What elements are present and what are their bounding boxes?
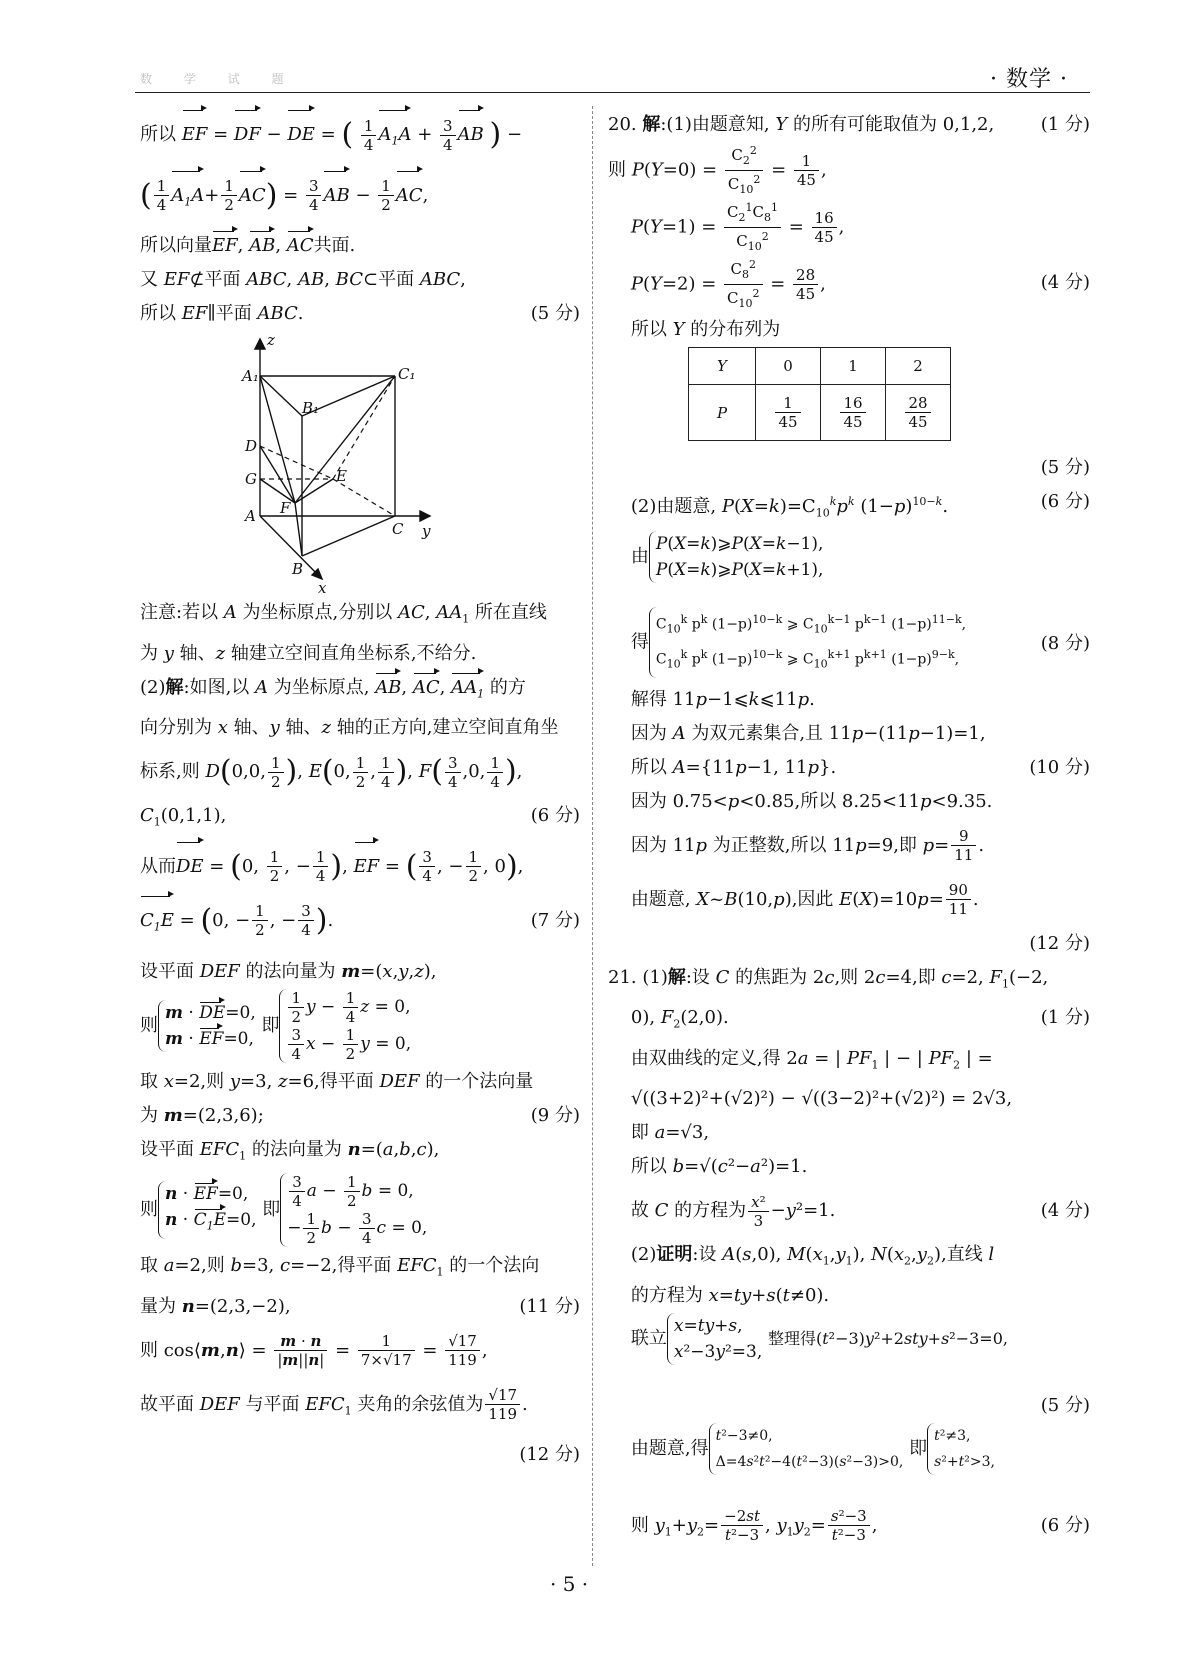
system-n: 则 n · EF=0, $n \cdot C_1E=0$, 即 $\frac{3}{4}$ a − $\frac{1}{2}$ b = 0, − $\frac{1}{2}$ b − $\frac{3}{4}$ c = 0, [140,1173,428,1248]
part2-line-13: 则 cos⟨m,n⟩ = $\frac{m \cdot n}{|m||n|}$ = $\frac{1}{7\times√17}$ = $\frac{√17}{119}$ , [140,1332,488,1370]
q20-line-7: (2)由题意, $P(X=k)=C_{10}^kp^k$ $(1-p)^{10-k}$. (6 分) [608,485,1090,531]
part2-line-15 [140,1438,580,1472]
score-q20-4: (4 分) [1040,272,1090,293]
table-cell: 0 [756,348,821,385]
label-C: C [392,520,404,539]
q20-line-3: P(Y=1) = $\frac{C_2^1C_8^1}{C_{10}^2}$ = $\frac{16}{45}$ , [630,201,845,253]
left-line-1: 所以 EF = DF − DE = ( $\frac{1}{4}$ $A_1A$ + $\frac{3}{4}$ AB ) − [140,108,580,169]
table-cell: Y [689,348,756,385]
score-q20-1: (1 分) [1040,114,1090,135]
label-E: E [336,467,347,486]
score-6: (6 分) [530,805,580,827]
q21-line-8: (2)证明:设 A(s,0), $M(x_1,y_1)$, $N(x_2,y_2)$,直线 l [608,1244,995,1268]
score-7: (7 分) [530,909,580,931]
part2-line-6: $C_1E = (0$, − $\frac{1}{2}$ , − $\frac{3}{4}$ ). (7 分) [140,894,580,955]
q20-line-6 [608,451,1090,485]
q21-line-5: 即 a=√3, [608,1122,710,1144]
left-line-5: 所以 EF∥平面 ABC. (5 分) [140,297,580,331]
q21-line-1: 21. (1)解:设 C 的焦距为 2c,则 2c=4,即 c=2, $F_1(-2$, [608,966,1049,991]
right-column [608,108,1090,1560]
label-F: F [280,499,291,518]
q20-line-5: 所以 Y 的分布列为 [608,319,781,340]
label-x: x [318,579,327,597]
q20-line-4: P(Y=2) = $\frac{C_8^2}{C_{10}^2}$ = $\frac{28}{45}$ , (4 分) [630,258,1090,310]
table-cell: $\frac{28}{45}$ [886,385,951,441]
column-divider [592,106,593,1566]
q21-line-6: 所以 b=√(c²−a²)=1. [608,1156,808,1178]
prism-diagram [240,331,470,596]
label-y: y [422,522,431,541]
distribution-table [688,347,951,441]
q20-line-1: 20. 解:(1)由题意知, Y 的所有可能取值为 0,1,2, (1 分) [608,108,1090,142]
table-row [689,348,951,385]
q21-line-10: 联立 x=ty+s, x²−3y²=3, 整理得(t²−3)y²+2sty+s²−3=0, [608,1313,1090,1389]
score-5: (5 分) [530,303,580,325]
score-q20-8: (8 分) [1040,632,1090,654]
score-11: (11 分) [519,1295,580,1317]
left-line-3: 所以向量EF, AB, AC共面. [140,229,580,263]
q20-line-16 [608,927,1090,961]
label-B: B [292,560,304,579]
q21-line-12: 由题意,得 t²−3≠0, Δ=4s²t²−4(t²−3)(s²−3)>0, 即 t²≠3, s²+t²>3, [608,1423,1090,1499]
part2-line-3: 标系,则 D(0,0, $\frac{1}{2}$ ), E(0, $\frac{1}{2}$ , $\frac{1}{4}$ ), F( $\frac{3}{4}$ ,0, $\frac{1}{4}$ ), [140,753,523,791]
table-cell: 1 [821,348,886,385]
label-A: A [245,507,256,526]
score-q21-1: (1 分) [1040,1007,1090,1029]
q20-line-14: 因为 11p 为正整数,所以 11p=9,即 p= $\frac{9}{11}$ . [608,827,985,865]
part2-line-7: 设平面 DEF 的法向量为 m=(x,y,z), [140,960,437,982]
q21-line-11 [608,1389,1090,1423]
label-B1: B₁ [302,399,320,418]
label-C1: C₁ [398,365,416,384]
q20-line-11: 因为 A 为双元素集合,且 11p−(11p−1)=1, [608,722,986,744]
left-line-2: ( $\frac{1}{4}$ $A_1A+$ $\frac{1}{2}$ AC) = $\frac{3}{4}$ AB − $\frac{1}{2}$ AC, [140,169,580,230]
q20-line-10: 解得 11p−1⩽k⩽11p. [608,688,815,710]
part2-line-5: 从而DE = (0, $\frac{1}{2}$ , − $\frac{1}{4}$ ), EF = ( $\frac{3}{4}$ , − $\frac{1}{2}$ , 0), [140,840,580,894]
label-z: z [267,331,275,350]
score-q20-6: (6 分) [1040,491,1090,512]
q20-line-9: 得 $C_{10}^k$ $p^k$ $(1-p)^{10-k}$ ⩾ $C_{10}^{k-1}$ $p^{k-1}$ $(1-p)^{11-k}$, $C_{10}^k$ $p^k$ $(1-p)^{10-k}$ ⩾ $C_{10}^{k+1}$ $p^{k+1}$ $(1-p)^{9-k}$, (8 分) [608,607,1090,683]
subject-tag: · 数学 · [990,67,1068,92]
header-ghost-text: 数 学 试 题 [140,72,298,86]
q20-line-15: 由题意, X~B(10,p),因此 E(X)=10p= $\frac{90}{11}$ . [608,881,979,919]
q20-line-13: 因为 0.75<p<0.85,所以 8.25<11p<9.35. [608,790,993,812]
table-cell: $\frac{1}{45}$ [756,385,821,441]
note-line-1: 注意:若以 A 为坐标原点,分别以 AC, $AA_1$ 所在直线 [140,602,547,626]
q21-line-3: 由双曲线的定义,得 2a = | $PF_1$ | − | $PF_2$ | = [608,1047,993,1072]
q21-line-13: 则 $y_1+y_2=$ $\frac{-2st}{\text{t²−3}}$ , $y_1y_2=$ $\frac{\text{s²−3}}{\text{t²−3}}$ , (6 分) [608,1499,1090,1560]
label-G: G [245,470,257,489]
table-cell: $\frac{16}{45}$ [821,385,886,441]
table-cell: 2 [886,348,951,385]
part2-line-9: 为 m=(2,3,6); (9 分) [140,1099,580,1133]
q21-line-4: √((3+2)²+(√2)²) − √((3−2)²+(√2)²) = 2√3, [608,1088,1013,1110]
part2-line-1: (2)解:如图,以 A 为坐标原点, AB, AC, $AA_1$ 的方 [140,671,580,712]
q20-line-12: 所以 A={11p−1, 11p}. (10 分) [608,751,1090,785]
q21-line-9: 的方程为 x=ty+s(t≠0). [608,1284,830,1306]
score-q20-5: (5 分) [1040,457,1090,478]
score-q20-12: (12 分) [1029,932,1090,954]
q21-line-7: 故 C 的方程为 $\frac{\text{x²}}{3}$ −y²=1. (4 分) [608,1184,1090,1238]
part2-line-11: 取 a=2,则 b=3, c=−2,得平面 $EFC_1$ 的一个法向 [140,1255,540,1279]
table-row [689,385,951,441]
score-q21-6: (6 分) [1040,1514,1090,1536]
label-D: D [245,437,258,456]
part2-line-12: 量为 n=(2,3,−2), (11 分) [140,1290,580,1324]
part2-line-14: 故平面 DEF 与平面 $EFC_1$ 夹角的余弦值为 $\frac{√17}{119}$ . [140,1386,528,1424]
q21-line-2: 0), $F_2(2,0)$. (1 分) [608,1001,1090,1042]
left-line-4: 又 EF⊄平面 ABC, AB, BC⊂平面 ABC, [140,269,466,291]
system-m: 则 m · DE=0, m · EF=0, 即 $\frac{1}{2}$ y − $\frac{1}{4}$ z = 0, $\frac{3}{4}$ x − $\frac{1}{2}$ y = 0, [140,988,412,1063]
part2-line-8: 取 x=2,则 y=3, z=6,得平面 DEF 的一个法向量 [140,1070,534,1092]
part2-line-2: 向分别为 x 轴、y 轴、z 轴的正方向,建立空间直角坐 [140,717,559,739]
prism-figure [140,331,580,596]
left-column [140,108,580,1472]
part2-line-10: 设平面 $EFC_1$ 的法向量为 n=(a,b,c), [140,1138,440,1163]
score-q21-4: (4 分) [1040,1200,1090,1222]
table-cell: P [689,385,756,441]
label-A1: A₁ [242,367,259,386]
q20-line-2: 则 P(Y=0) = $\frac{C_2^2}{C_{10}^2}$ = $\frac{1}{45}$ , [608,144,827,196]
score-q20-10: (10 分) [1029,756,1090,778]
header-rule [135,92,1090,93]
part2-line-4: $C_1(0,1,1)$, (6 分) [140,799,580,840]
q20-line-8: 由 P(X=k)⩾P(X=k−1), P(X=k)⩾P(X=k+1), [608,531,1090,607]
page-number: · 5 · [550,1572,589,1596]
note-line-2: 为 y 轴、z 轴建立空间直角坐标系,不给分. [140,642,477,664]
score-q21-5: (5 分) [1040,1394,1090,1416]
score-12: (12 分) [519,1444,580,1466]
score-9: (9 分) [530,1104,580,1126]
